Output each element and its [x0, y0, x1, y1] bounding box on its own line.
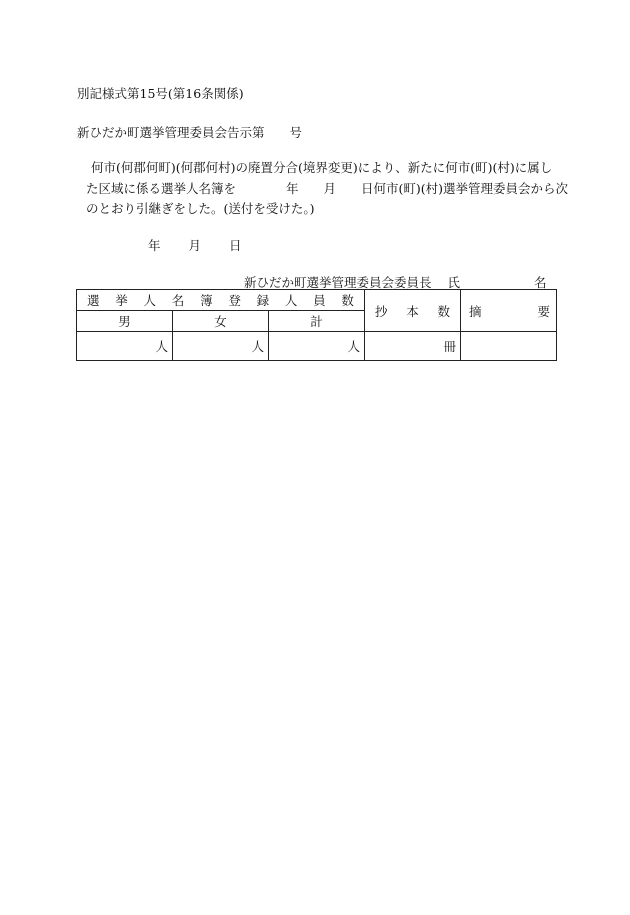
header-char: 摘 [469, 303, 482, 319]
header-char: 名 [171, 293, 185, 308]
total-count-cell: 人 [269, 332, 365, 361]
issuer-name-2: 名 [534, 275, 547, 290]
header-summary [461, 290, 557, 332]
header-male: 男 [77, 311, 173, 332]
copies-count-cell: 冊 [365, 332, 461, 361]
header-copies [365, 290, 461, 332]
header-char: 員 [313, 293, 326, 308]
header-char: 人 [143, 293, 157, 308]
header-char: 挙 [115, 293, 128, 308]
header-char: 抄 [375, 303, 388, 319]
summary-cell [461, 332, 557, 361]
header-char: 数 [341, 293, 354, 308]
date-year: 年 [148, 238, 161, 253]
header-char: 録 [256, 293, 270, 308]
header-char: 数 [437, 303, 450, 319]
header-char: 要 [537, 303, 550, 319]
header-char: 選 [87, 293, 100, 308]
date-day: 日 [228, 238, 242, 253]
header-registered-count [77, 290, 365, 311]
issuer-title: 新ひだか町選挙管理委員会委員長 [244, 275, 432, 290]
body-line: た区域に係る選挙人名簿を 年 月 日何市(町)(村)選挙管理委員会から次 [86, 180, 569, 196]
male-count-cell: 人 [77, 332, 173, 361]
form-label: 別記様式第15号(第16条関係) [77, 86, 244, 101]
date-line [148, 236, 241, 254]
body-line: のとおり引継ぎをした。(送付を受けた。) [86, 201, 315, 216]
header-char: 人 [284, 293, 298, 308]
header-char: 本 [406, 303, 419, 319]
header-female: 女 [173, 311, 269, 332]
header-char: 登 [228, 293, 241, 308]
registry-table [76, 289, 557, 361]
issuer-name-1: 氏 [447, 275, 461, 290]
body-line: 何市(何郡何町)(何郡何村)の廃置分合(境界変更)により、新たに何市(町)(村)に属し [91, 160, 553, 175]
notice-title: 新ひだか町選挙管理委員会告示第 号 [77, 125, 303, 140]
date-month: 月 [188, 238, 201, 253]
header-total: 計 [269, 311, 365, 332]
header-char: 簿 [200, 293, 213, 308]
notice-body [77, 158, 569, 220]
female-count-cell: 人 [173, 332, 269, 361]
